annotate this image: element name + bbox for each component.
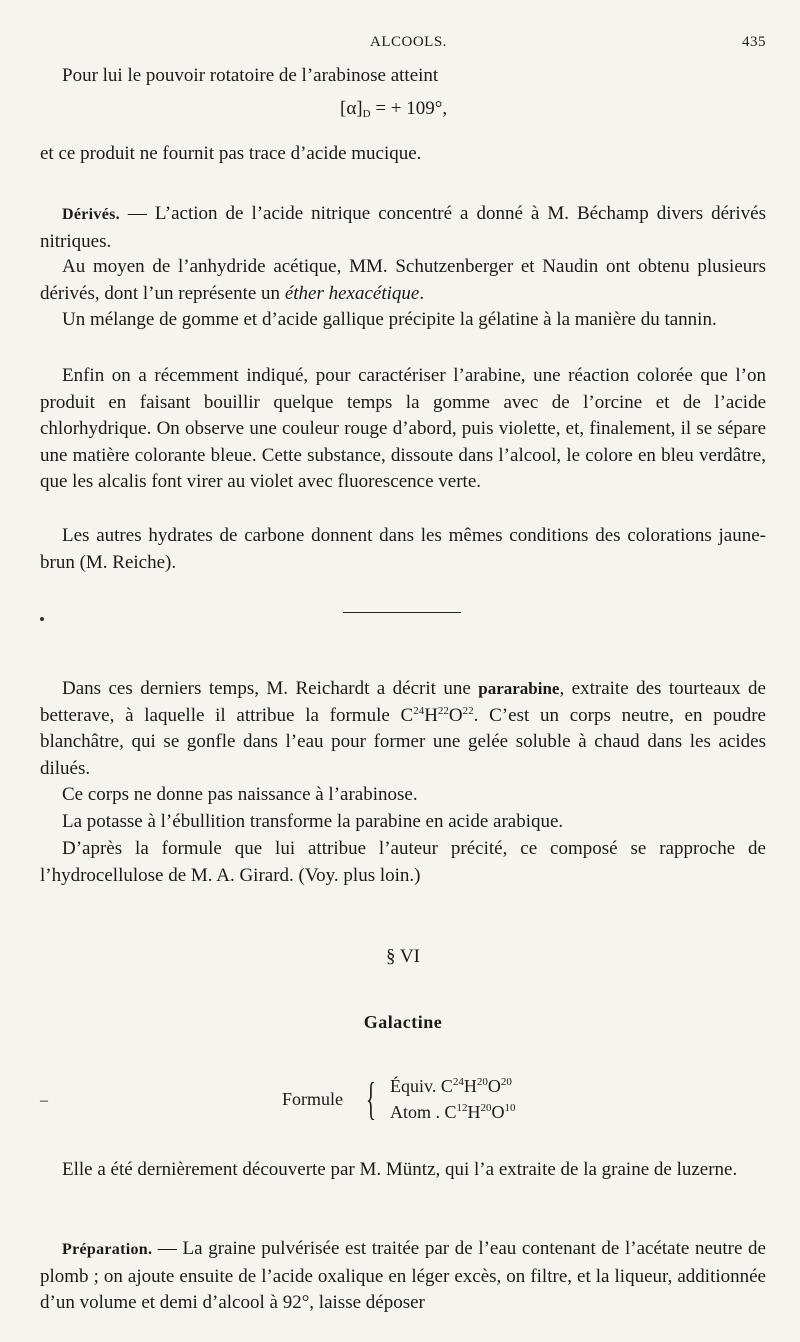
paragraph-potash: La potasse à l’ébullition transforme la parabine en acide arabique.	[62, 811, 564, 832]
preparation-heading: Préparation.	[62, 1241, 153, 1258]
rotation-subscript: D	[362, 108, 371, 120]
formula-atom-row	[390, 1102, 516, 1123]
paragraph-hydrocellulose: D’après la formule que lui attribue l’auteur précité, ce composé se rapproche de l’hydrocellulose de M. A. Girard. (Voy. plus loin.)	[40, 838, 766, 886]
equiv-o-count: 20	[500, 1076, 512, 1088]
derives-heading: Dérivés.	[62, 206, 120, 223]
formula-sup-h: 22	[437, 704, 449, 717]
anhydride-italic-term: éther hexacétique	[284, 282, 420, 304]
rotation-value: = + 109°,	[370, 98, 448, 119]
equiv-c: C	[440, 1076, 453, 1096]
atom-c: C	[444, 1102, 457, 1122]
equiv-o: O	[487, 1076, 501, 1096]
paragraph-discovery: Elle a été dernièrement découverte par M. Müntz, qui l’a extraite de la graine de luzerne.	[62, 1159, 738, 1180]
pararabine-term: pararabine	[478, 679, 560, 698]
margin-dash: –	[40, 1092, 48, 1109]
galactine-formula	[282, 1074, 582, 1130]
document-page	[40, 0, 766, 1342]
atom-o: O	[491, 1102, 505, 1122]
stray-dot	[40, 617, 44, 621]
atom-label: Atom .	[390, 1102, 445, 1122]
derives-text: — L’action de l’acide nitrique concentré a donné à M. Béchamp divers dérivés nitriques.	[40, 203, 766, 252]
page-number: 435	[742, 34, 766, 50]
paragraph-pararabine	[40, 676, 766, 782]
rotation-symbol: [α]	[340, 98, 363, 119]
equiv-c-count: 24	[452, 1076, 464, 1088]
paragraph-derives	[40, 201, 766, 255]
formula-h: H	[424, 704, 438, 726]
paragraph-gallic-acid: Un mélange de gomme et d’acide gallique précipite la gélatine à la manière du tannin.	[62, 309, 717, 330]
paragraph-rotatory-power: Pour lui le pouvoir rotatoire de l’arabinose atteint	[62, 65, 439, 86]
section-divider-rule	[343, 612, 461, 613]
atom-c-count: 12	[456, 1102, 468, 1114]
paragraph-preparation	[40, 1236, 766, 1317]
running-header	[40, 34, 766, 54]
formula-brace: {	[366, 1073, 376, 1124]
anhydride-text: Au moyen de l’anhydride acétique, MM. Schutzenberger et Naudin ont obtenu plusieurs dérivés, dont l’un représente un	[40, 256, 766, 304]
equiv-label: Équiv.	[390, 1076, 441, 1096]
paragraph-color-reaction: Enfin on a récemment indiqué, pour caractériser l’arabine, une réaction colorée que l’on produit en faisant bouillir quelque temps la gomme avec de l’orcine et de l’acide chlorhydrique. On observe une couleur rouge d’abord, puis violette, et, finalement, il se sépare une matière colorante bleue. Cette substance, dissoute dans l’alcool, le colore en bleu verdâtre, que les alcalis font virer au violet avec fluorescence verte.	[40, 365, 766, 492]
paragraph-other-hydrates: Les autres hydrates de carbone donnent dans les mêmes conditions des colorations jaune-brun (M. Reiche).	[40, 525, 766, 573]
rotation-formula	[340, 98, 447, 120]
formula-o: O	[448, 704, 463, 726]
section-number: § VI	[386, 946, 420, 967]
anhydride-end: .	[419, 282, 425, 304]
pararabine-text-2: , extraite des tourteaux de betterave, à laquelle il attribue la formule C	[40, 678, 766, 726]
running-title: ALCOOLS.	[370, 34, 447, 50]
paragraph-no-arabinose: Ce corps ne donne pas naissance à l’arabinose.	[62, 784, 418, 805]
pararabine-text-1: Dans ces derniers temps, M. Reichardt a décrit une	[62, 678, 479, 699]
formula-equiv-row	[390, 1076, 512, 1097]
paragraph-anhydride	[40, 254, 766, 307]
atom-h: H	[467, 1102, 481, 1122]
formula-sup-c: 24	[413, 704, 425, 717]
equiv-h: H	[463, 1076, 477, 1096]
atom-h-count: 20	[480, 1102, 492, 1114]
formula-sup-o: 22	[462, 704, 474, 717]
paragraph-mucic-acid: et ce produit ne fournit pas trace d’acide mucique.	[40, 143, 422, 164]
preparation-text: — La graine pulvérisée est traitée par de l’eau contenant de l’acétate neutre de plomb ; on ajoute ensuite de l’acide oxalique en léger excès, on filtre, et la liqueur, additionnée d’un volume et demi d’alcool à 92°, laisse déposer	[40, 1238, 766, 1313]
pararabine-text-3: . C’est un corps neutre, en poudre blanchâtre, qui se gonfle dans l’eau pour former une gelée soluble à chaud dans les acides dilués.	[40, 704, 766, 779]
atom-o-count: 10	[504, 1102, 516, 1114]
section-title: Galactine	[363, 1012, 443, 1032]
formula-label: Formule	[282, 1089, 343, 1109]
equiv-h-count: 20	[476, 1076, 488, 1088]
